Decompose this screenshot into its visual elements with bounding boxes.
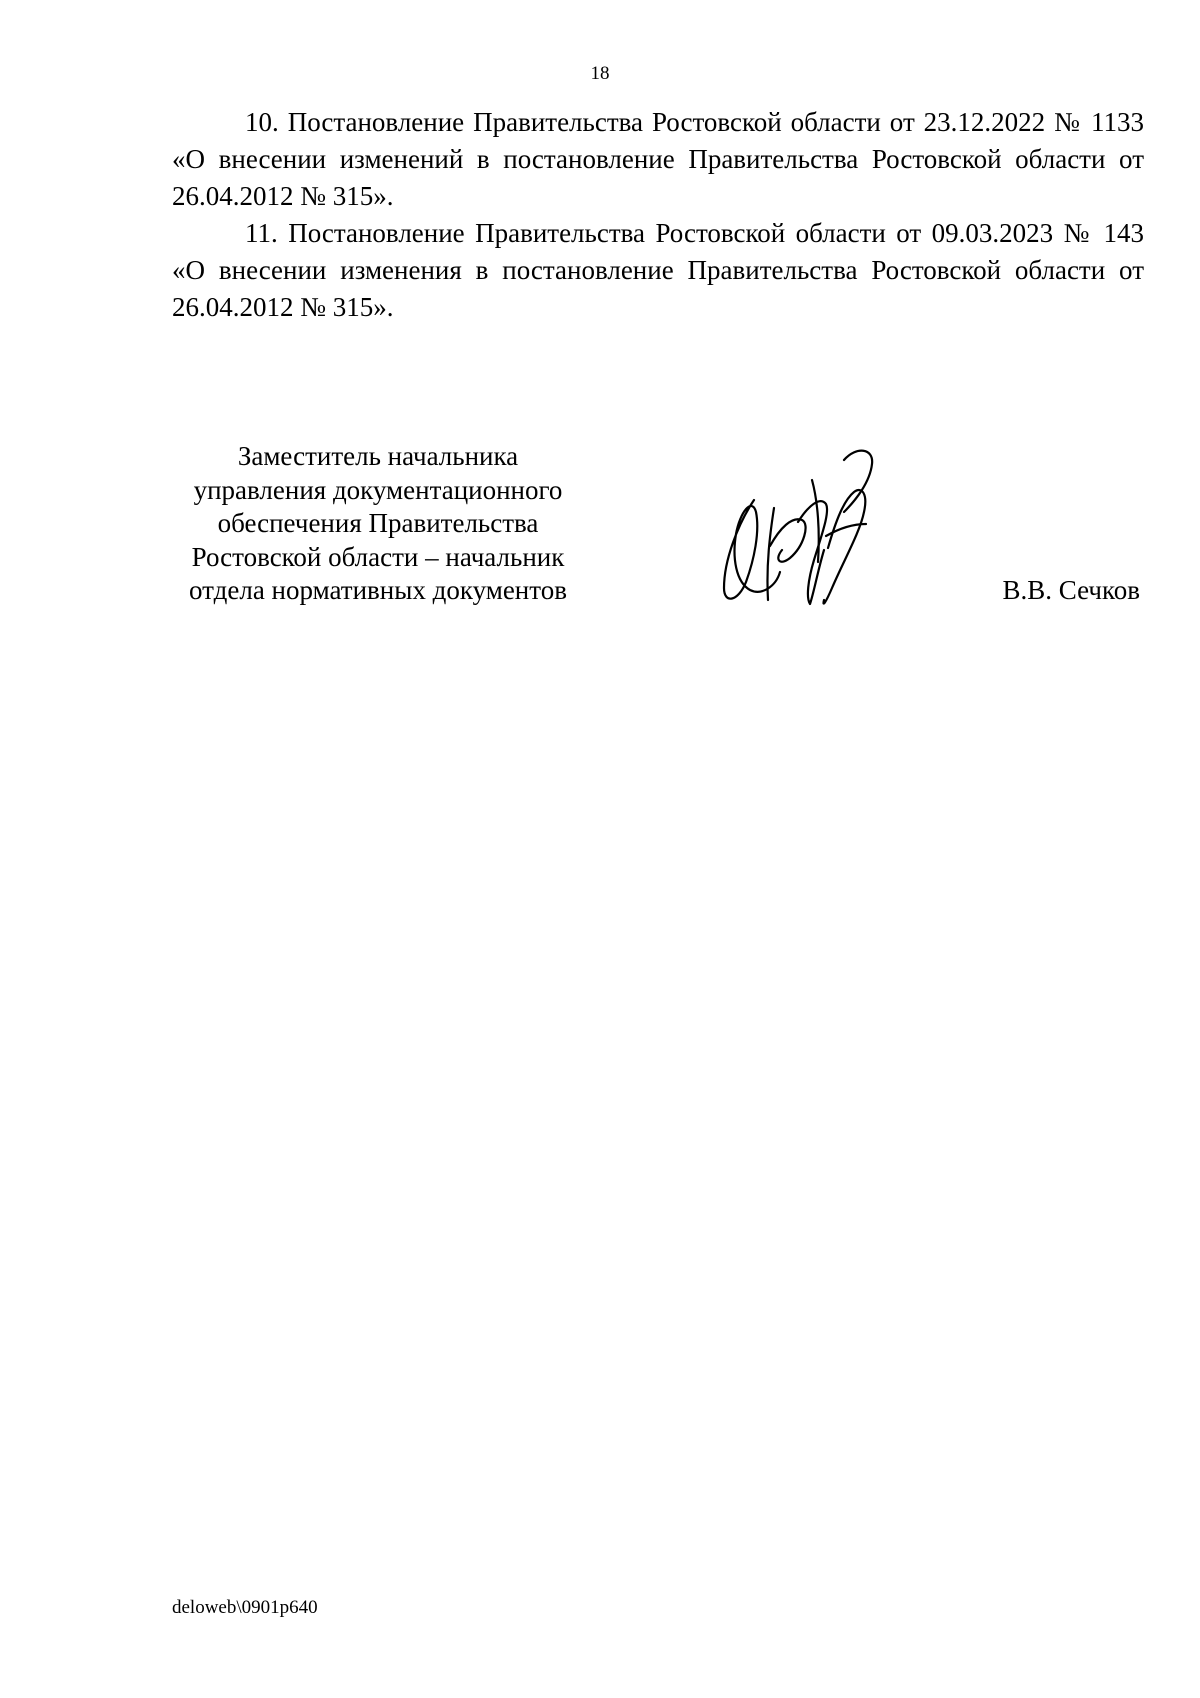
item-text: Постановление Правительства Ростовской области от 09.03.2023 № 143 «О внесении изменения в постановление Правительства Ростовской области от 26.04.2012 № 315». [172, 218, 1144, 322]
page-number: 18 [590, 63, 610, 84]
handwritten-signature [716, 442, 880, 614]
document-body [172, 104, 1144, 326]
list-item-11 [172, 215, 1144, 326]
item-number: 10. [245, 107, 279, 137]
signature-block [0, 440, 1200, 620]
list-item-10 [172, 104, 1144, 215]
footer-document-code: deloweb\0901p640 [172, 1597, 318, 1618]
position-line: Ростовской области – начальник [191, 541, 565, 572]
position-line: Заместитель начальника [237, 441, 519, 471]
position-line: отдела нормативных документов [189, 575, 567, 605]
position-line: обеспечения Правительства [217, 508, 539, 538]
signer-position [172, 440, 584, 608]
item-text: Постановление Правительства Ростовской области от 23.12.2022 № 1133 «О внесении изменений в постановление Правительства Ростовской области от 26.04.2012 № 315». [172, 107, 1145, 211]
item-number: 11. [245, 218, 278, 248]
signer-name: В.В. Сечков [1002, 575, 1140, 605]
position-line: управления документационного [193, 474, 563, 505]
